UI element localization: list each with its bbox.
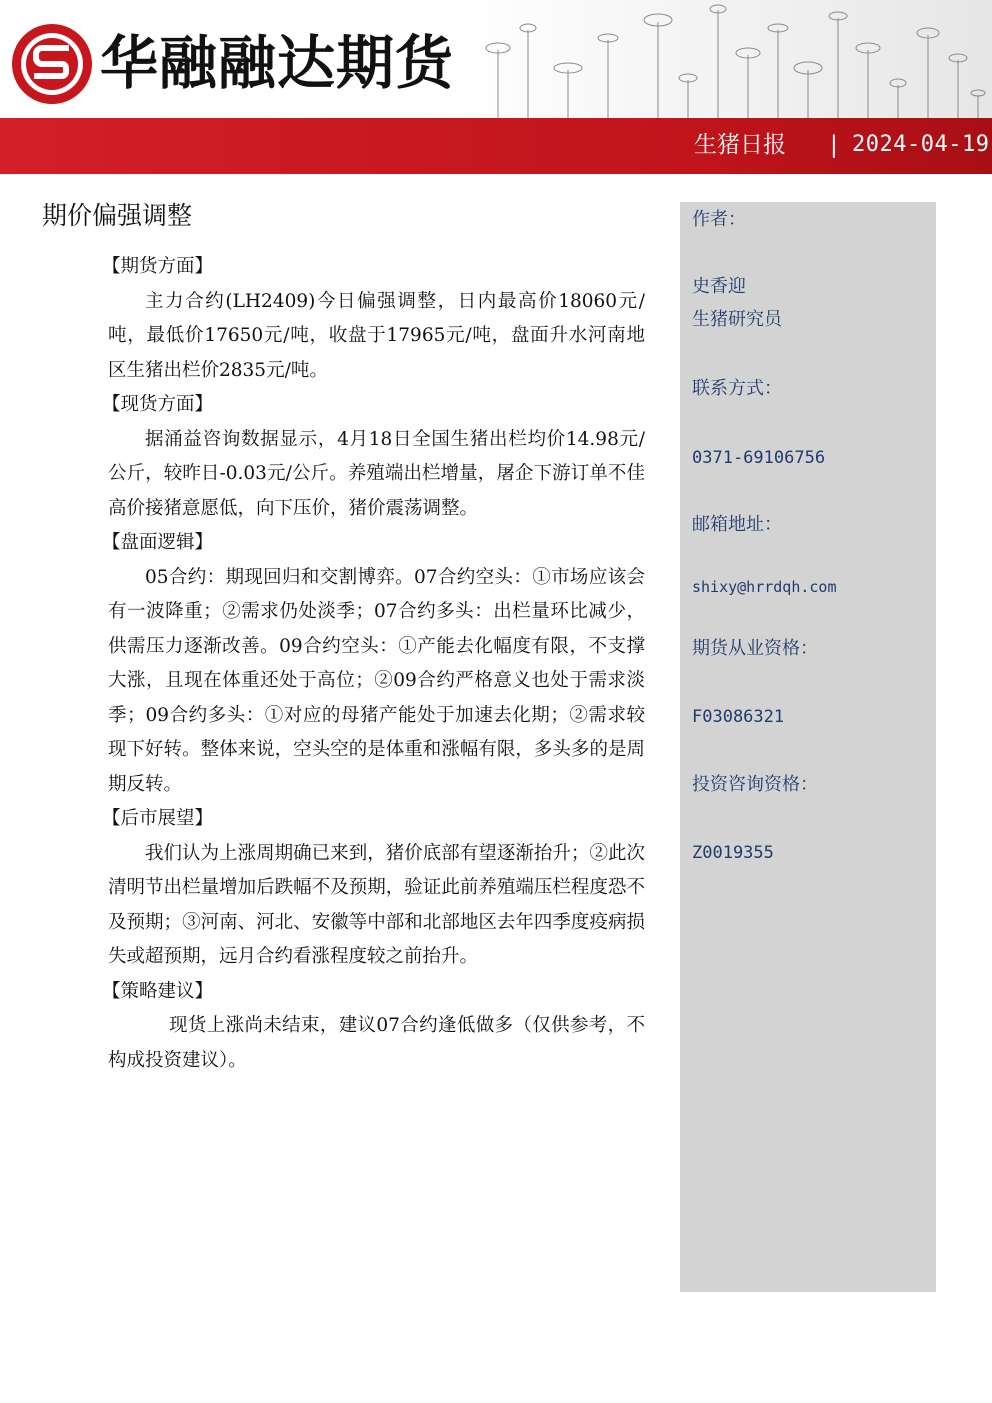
author-title: 生猪研究员 xyxy=(692,309,782,330)
logo-emblem-icon xyxy=(10,22,94,106)
section-text-strategy: 现货上涨尚未结束，建议07合约逢低做多（仅供参考，不构成投资建议）。 xyxy=(108,1015,645,1071)
author-sidebar xyxy=(680,202,936,1292)
section-title-logic: 【盘面逻辑】 xyxy=(102,532,214,553)
header-separator: | xyxy=(830,132,838,158)
email-label: 邮箱地址： xyxy=(692,514,782,535)
section-text-spot: 据涌益咨询数据显示，4月18日全国生猪出栏均价14.98元/公斤，较昨日-0.03元/公斤。养殖端出栏增量，屠企下游订单不佳高价接猪意愿低，向下压价，猪价震荡调整。 xyxy=(108,428,645,519)
report-type: 生猪日报 xyxy=(694,132,786,158)
section-text-logic: 05合约：期现回归和交割博弈。07合约空头：①市场应该会有一波降重；②需求仍处淡季；07合约多头：出栏量环比减少，供需压力逐渐改善。09合约空头：①产能去化幅度有限，不支撑大涨，且现在体重还处于高位；②09合约严格意义也处于需求淡季；09合约多头：①对应的母猪产能处于加速去化期；②需求较现下好转。整体来说，空头空的是体重和涨幅有限，多头多的是周期反转。 xyxy=(108,566,645,795)
company-logo xyxy=(0,0,460,118)
phone-number: 0371-69106756 xyxy=(692,448,826,468)
page-title: 期价偏强调整 xyxy=(42,201,193,230)
header-red-bar xyxy=(0,118,992,174)
section-text-outlook: 我们认为上涨周期确已来到，猪价底部有望逐渐抬升；②此次清明节出栏量增加后跌幅不及预期，验证此前养殖端压栏程度恐不及预期；③河南、河北、安徽等中部和北部地区去年四季度疫病损失或超预期，远月合约看涨程度较之前抬升。 xyxy=(108,842,645,967)
consult-cert-label: 投资咨询资格： xyxy=(692,774,818,795)
author-name: 史香迎 xyxy=(692,276,746,297)
contact-label: 联系方式： xyxy=(692,378,782,399)
consult-cert-number: Z0019355 xyxy=(692,843,774,863)
futures-cert-number: F03086321 xyxy=(692,707,785,727)
brand-name: 华融融达期货 xyxy=(100,29,455,97)
report-body xyxy=(102,250,645,1078)
futures-cert-label: 期货从业资格： xyxy=(692,638,818,659)
email-address[interactable]: shixy@hrrdqh.com xyxy=(692,578,837,596)
author-label: 作者： xyxy=(692,209,746,230)
header-decoration xyxy=(458,0,992,118)
section-text-futures: 主力合约(LH2409)今日偏强调整，日内最高价18060元/吨，最低价17650元/吨，收盘于17965元/吨，盘面升水河南地区生猪出栏价2835元/吨。 xyxy=(108,290,645,381)
report-date: 2024-04-19 xyxy=(852,132,990,157)
section-title-strategy: 【策略建议】 xyxy=(102,980,214,1002)
section-title-futures: 【期货方面】 xyxy=(102,256,214,277)
section-title-outlook: 【后市展望】 xyxy=(102,808,214,829)
section-title-spot: 【现货方面】 xyxy=(102,394,214,415)
